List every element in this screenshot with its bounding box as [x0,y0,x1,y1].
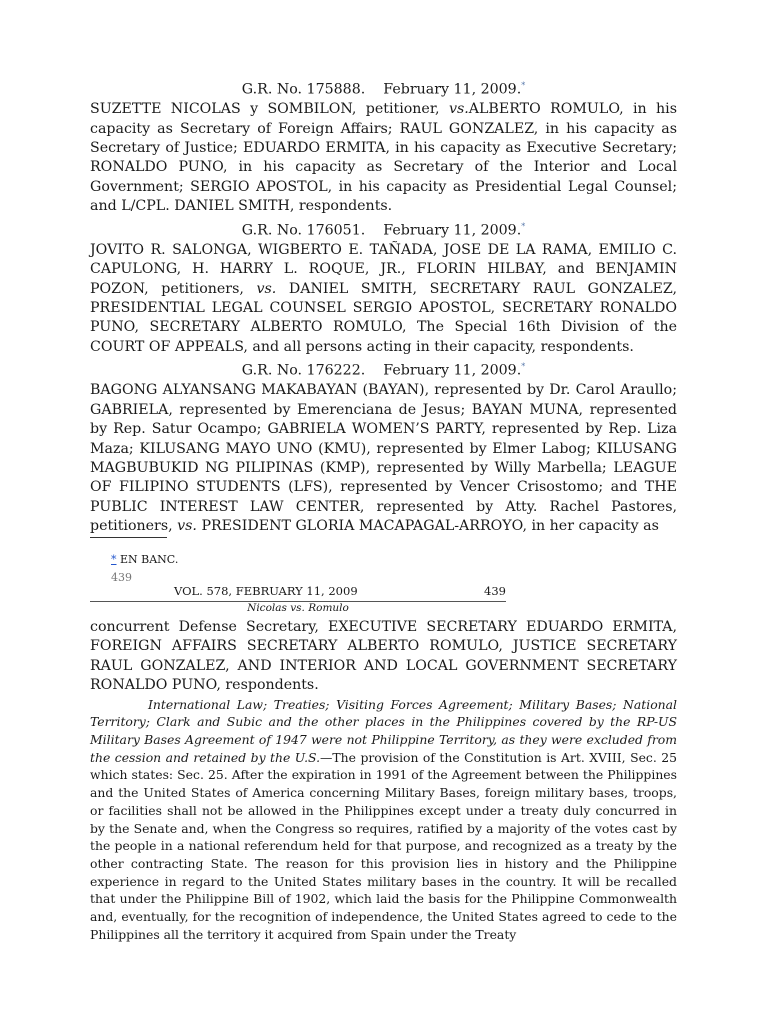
parties-176222: BAGONG ALYANSANG MAKABAYAN (BAYAN), represented by Dr. Carol Araullo; GABRIELA, represented by Emerenciana de Jesus; BAYAN MUNA, represented by Rep. Satur Ocampo; GABRIELA WOMEN’S PARTY, represented by Rep. Liza Maza; KILUSANG MAYO UNO (KMU), represented by Elmer Labog; KILUSANG MAGBUBUKID NG PILIPINAS (KMP), represented by Willy Marbella; LEAGUE OF FILIPINO STUDENTS (LFS), represented by Vencer Crisostomo; and THE PUBLIC INTEREST LAW CENTER, represented by Atty. Rachel Pastores, petitioners, vs. PRESIDENT GLORIA MACAPAGAL-ARROYO, in her capacity as [90,382,677,535]
continuation-text: concurrent Defense Secretary, EXECUTIVE SECRETARY EDUARDO ERMITA, FOREIGN AFFAIRS SECRETARY ALBERTO ROMULO, JUSTICE SECRETARY RAUL GONZALEZ, AND INTERIOR AND LOCAL GOVERNMENT SECRETARY RONALDO PUNO, respondents. [90,619,677,694]
decision-date: February 11, 2009. [383,362,522,379]
running-caption: Nicolas vs. Romulo [247,602,349,614]
gr-number: G.R. No. 175888. [241,81,366,98]
case-heading-176051 [90,217,677,241]
footnote-ref[interactable]: * [521,362,526,372]
syllabus-body: —The provision of the Constitution is Art. XVIII, Sec. 25 which states: Sec. 25. After the expiration in 1991 of the Agreement between the Philippines and the United States of America concerning Military Bases, foreign military bases, troops, or facilities shall not be allowed in the Philippines except under a treaty duly concurred in by the Senate and, when the Congress so requires, ratified by a majority of the votes cast by the people in a national referendum held for that purpose, and recognized as a treaty by the other contracting State. The reason for this provision lies in history and the Philippine experience in regard to the United States military bases in the country. It will be recalled that under the Philippine Bill of 1902, which laid the basis for the Philippine Commonwealth and, eventually, for the recognition of independence, the United States agreed to cede to the Philippines all the territory it acquired from Spain under the Treaty [90,749,677,942]
page-body [90,618,677,943]
page-number-marker: 439 [111,571,132,584]
syllabus-keywords: International Law; Treaties; Visiting Forces Agreement; Military Bases; National Territory; Clark and Subic and the other places in the Philippines covered by the RP-US Military Bases Agreement of 1947 were not Philippine Territory, as they were excluded from the cession and retained by the U.S. [90,696,677,765]
syllabus-paragraph [90,696,677,944]
footnote-link[interactable]: * [111,553,117,566]
footnote-divider [90,537,167,538]
running-head [90,584,506,601]
case-heading-176222 [90,357,677,381]
gr-number: G.R. No. 176051. [241,222,366,239]
footnote-ref[interactable]: * [521,81,526,90]
case-caption-block [90,76,677,537]
case-heading-175888 [90,76,677,100]
footnote [111,553,178,567]
decision-date: February 11, 2009. [383,81,522,98]
footnote-ref[interactable]: * [521,221,526,231]
parties-175888: SUZETTE NICOLAS y SOMBILON, petitioner, vs.ALBERTO ROMULO, in his capacity as Secretary of Foreign Affairs; RAUL GONZALEZ, in his capacity as Secretary of Justice; EDUARDO ERMITA, in his capacity as Executive Secretary; RONALDO PUNO, in his capacity as Secretary of the Interior and Local Government; SERGIO APOSTOL, in his capacity as Presidential Legal Counsel; and L/CPL. DANIEL SMITH, respondents. [90,101,677,215]
parties-176051: JOVITO R. SALONGA, WIGBERTO E. TAÑADA, JOSE DE LA RAMA, EMILIO C. CAPULONG, H. HARRY L. ROQUE, JR., FLORIN HILBAY, and BENJAMIN POZON, petitioners, vs. DANIEL SMITH, SECRETARY RAUL GONZALEZ, PRESIDENTIAL LEGAL COUNSEL SERGIO APOSTOL, SECRETARY RONALDO PUNO, SECRETARY ALBERTO ROMULO, The Special 16th Division of the COURT OF APPEALS, and all persons acting in their capacity, respondents. [90,241,677,355]
footnote-text: EN BANC. [116,553,179,566]
page-number: 439 [484,584,506,598]
gr-number: G.R. No. 176222. [241,362,366,379]
decision-date: February 11, 2009. [383,222,522,239]
volume-reference: VOL. 578, FEBRUARY 11, 2009 [174,584,358,598]
